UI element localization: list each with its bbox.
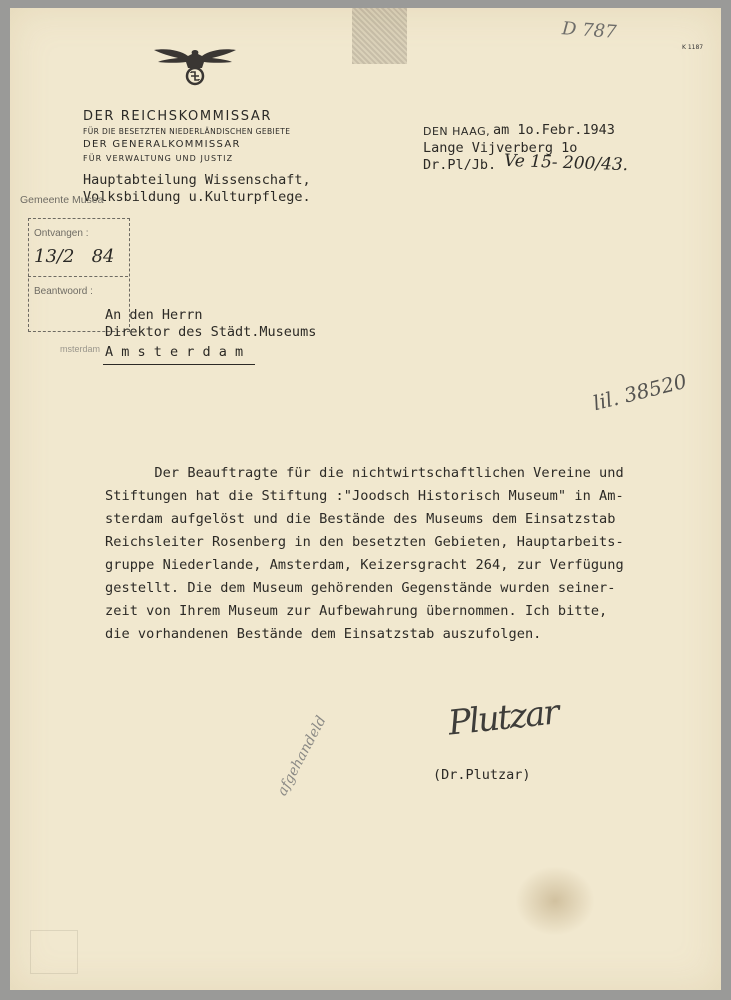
letterhead-line-2: FÜR DIE BESETZTEN NIEDERLÄNDISCHEN GEBIETE — [83, 127, 291, 136]
body-line-4: Reichsleiter Rosenberg in den besetzten Gebieten, Hauptarbeits- — [105, 534, 624, 550]
street-address: Lange Vijverberg 1o — [423, 140, 578, 156]
tape-residue — [352, 8, 407, 64]
body-line-5: gruppe Niederlande, Amsterdam, Keizersgracht 264, zur Verfügung — [105, 557, 624, 573]
recipient-city: A m s t e r d a m — [105, 344, 244, 360]
eagle-emblem-icon — [152, 46, 238, 88]
reference-prefix: Dr.Pl/Jb. — [423, 157, 497, 173]
department-line-2: Volksbildung u.Kulturpflege. — [83, 189, 311, 205]
form-number: K 1187 — [682, 44, 704, 51]
archive-ref-mark: D 787 — [561, 18, 618, 43]
body-line-3: sterdam aufgelöst und die Bestände des Museums dem Einsatzstab — [105, 511, 616, 527]
stamp-received-value: 13/2 84 — [34, 246, 115, 267]
body-line-7: zeit von Ihrem Museum zur Aufbewahrung übernommen. Ich bitte, — [105, 603, 608, 619]
body-line-6: gestellt. Die dem Museum gehörenden Gegenstände wurden seiner- — [105, 580, 616, 596]
stamp-divider — [28, 276, 128, 277]
body-line-8: die vorhandenen Bestände dem Einsatzstab auszufolgen. — [105, 626, 542, 642]
city-label: DEN HAAG, — [423, 125, 491, 138]
stamp-bottom-label: msterdam — [60, 344, 101, 354]
stamp-received-label: Ontvangen : — [34, 228, 89, 239]
body-line-1: Der Beauftragte für die nichtwirtschaftlichen Vereine und — [105, 465, 624, 481]
recipient-city-underline — [103, 364, 255, 365]
recipient-line-1: An den Herrn — [105, 307, 203, 323]
department-line-1: Hauptabteilung Wissenschaft, — [83, 172, 311, 188]
pencil-initials: afgehandeld — [274, 713, 330, 799]
body-line-2: Stiftungen hat die Stiftung :"Joodsch Historisch Museum" in Am- — [105, 488, 624, 504]
letter-page — [10, 8, 721, 990]
stamp-answered-label: Beantwoord : — [34, 286, 93, 297]
paper-mark — [30, 930, 78, 974]
signature: Plutzar — [446, 692, 560, 744]
letterhead-line-3: DER GENERALKOMMISSAR — [83, 139, 241, 150]
signatory-name: (Dr.Plutzar) — [433, 767, 531, 783]
letter-date: am 1o.Febr.1943 — [493, 122, 615, 138]
stamp-title: Gemeente Musea — [20, 194, 104, 206]
reference-handwritten: Ve 15- 200/43. — [503, 150, 629, 176]
paper-stain — [515, 866, 595, 936]
margin-note: lil. 38520 — [590, 368, 690, 416]
letterhead-line-1: DER REICHSKOMMISSAR — [83, 109, 272, 124]
recipient-line-2: Direktor des Städt.Museums — [105, 324, 317, 340]
letterhead-line-4: FÜR VERWALTUNG UND JUSTIZ — [83, 154, 234, 163]
